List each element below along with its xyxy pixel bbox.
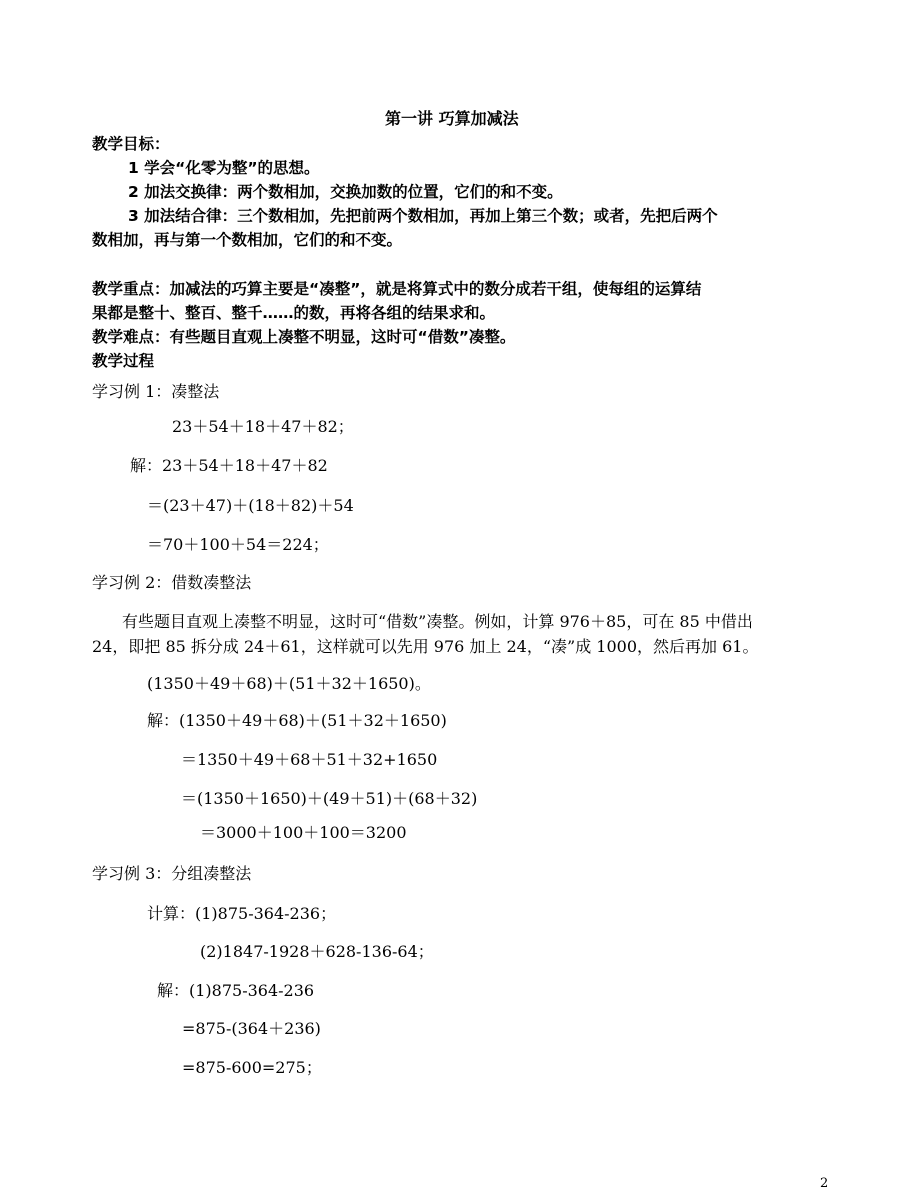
example2-intro-line1: 有些题目直观上凑整不明显，这时可“借数”凑整。例如，计算 976＋85，可在 85 中借出 — [122, 612, 753, 631]
example1-problem: 23＋54＋18＋47＋82； — [172, 417, 354, 436]
objective-2: 2 加法交换律：两个数相加，交换加数的位置，它们的和不变。 — [128, 183, 563, 201]
key-point-line1: 教学重点：加减法的巧算主要是“凑整”，就是将算式中的数分成若干组，使每组的运算结 — [92, 280, 702, 298]
objective-1: 1 学会“化零为整”的思想。 — [128, 159, 320, 177]
example2-problem: (1350＋49＋68)＋(51＋32＋1650)。 — [147, 674, 431, 693]
objectives-heading: 教学目标： — [92, 135, 170, 153]
example2-step1: ＝1350＋49＋68＋51＋32+1650 — [181, 750, 438, 769]
example1-step1: ＝(23＋47)＋(18＋82)＋54 — [147, 496, 354, 515]
example1-solution: 解：23＋54＋18＋47＋82 — [130, 456, 328, 475]
example2-step3: ＝3000＋100＋100＝3200 — [200, 823, 407, 842]
example2-step2: ＝(1350＋1650)＋(49＋51)＋(68＋32) — [181, 789, 478, 808]
example2-intro-line2: 24，即把 85 拆分成 24＋61，这样就可以先用 976 加上 24，“凑”成 1000，然后再加 61。 — [92, 637, 759, 656]
process-heading: 教学过程 — [92, 352, 155, 370]
example3-solution: 解：(1)875-364-236 — [157, 981, 315, 1000]
page-title: 第一讲 巧算加减法 — [385, 109, 519, 128]
example3-heading: 学习例 3：分组凑整法 — [92, 864, 252, 883]
difficulty: 教学难点：有些题目直观上凑整不明显，这时可“借数”凑整。 — [92, 328, 516, 346]
key-point-line2: 果都是整十、整百、整千……的数，再将各组的结果求和。 — [92, 304, 496, 322]
example3-step1: =875-(364＋236) — [182, 1019, 321, 1038]
page-number: 2 — [820, 1176, 829, 1191]
example3-problem2: (2)1847-1928＋628-136-64； — [200, 942, 434, 961]
objective-3-line1: 3 加法结合律：三个数相加，先把前两个数相加，再加上第三个数；或者，先把后两个 — [128, 207, 718, 225]
example2-solution: 解：(1350＋49＋68)＋(51＋32＋1650) — [147, 711, 447, 730]
example1-step2: ＝70＋100＋54＝224； — [147, 535, 329, 554]
objective-3-line2: 数相加，再与第一个数相加，它们的和不变。 — [92, 231, 403, 249]
example2-heading: 学习例 2：借数凑整法 — [92, 573, 252, 592]
example3-problem1: 计算：(1)875-364-236； — [147, 904, 337, 923]
example3-step2: =875-600=275； — [182, 1058, 322, 1077]
example1-heading: 学习例 1：凑整法 — [92, 382, 220, 401]
